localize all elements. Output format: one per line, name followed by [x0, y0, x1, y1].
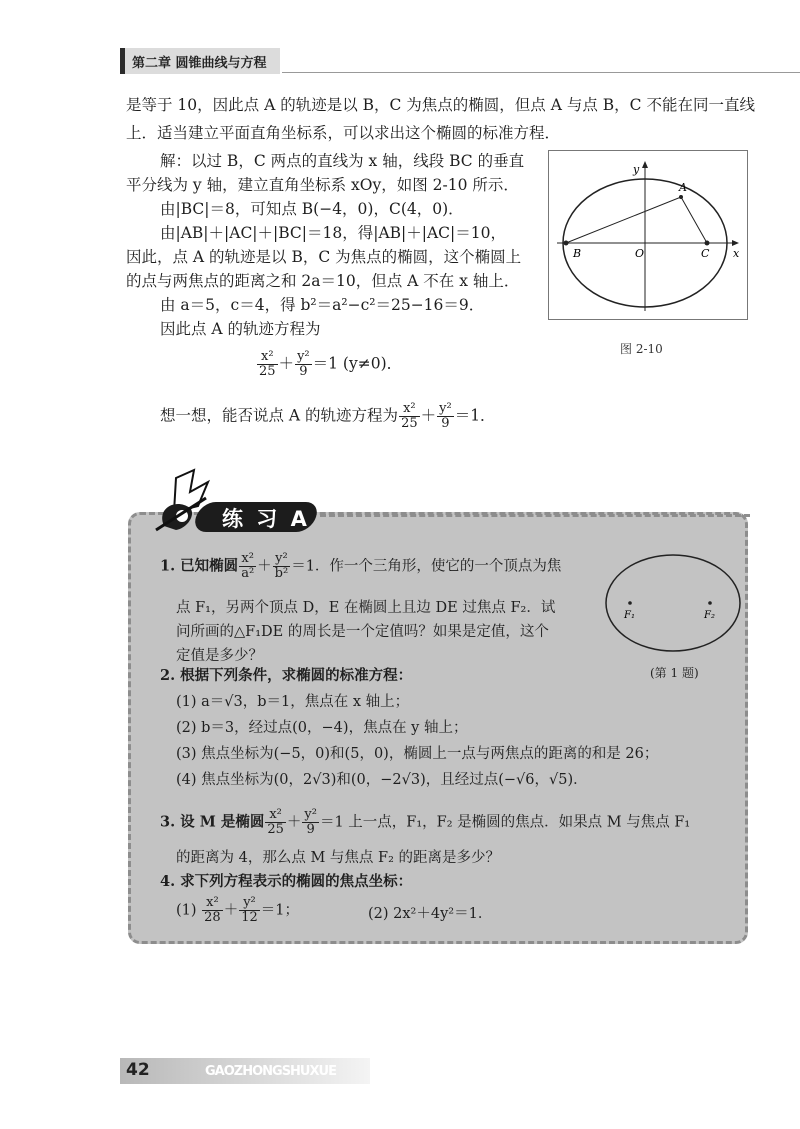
question-2-item: (3) 焦点坐标为(−5，0)和(5，0)，椭圆上一点与两焦点的距离的和是 26； — [176, 746, 659, 762]
question-1-line: 定值是多少？ — [176, 648, 263, 664]
page-number: 42 — [126, 1060, 150, 1080]
exercise-title: 练 习 A — [222, 507, 310, 531]
think-line: 想一想，能否说点 A 的轨迹方程为 $\frac{\text{x²}}{25}$ ＋ $\frac{\text{y²}}{9}$ ＝1． — [160, 401, 496, 431]
label-y: y — [633, 163, 640, 176]
exercise-top-border — [320, 514, 750, 517]
fraction: $\frac{\text{y²}}{9}$ — [297, 349, 310, 379]
fraction: $\frac{\text{y²}}{9}$ — [439, 401, 452, 431]
figure-2-10 — [548, 150, 748, 320]
header-marker — [120, 48, 125, 74]
triangle-sides — [566, 197, 707, 243]
question-3-line: 的距离为 4，那么点 M 与焦点 F₂ 的距离是多少？ — [176, 850, 500, 866]
solution-line: 因此，点 A 的轨迹是以 B，C 为焦点的椭圆，这个椭圆上 — [126, 248, 522, 266]
label-O: O — [635, 247, 645, 260]
question-2-item: (4) 焦点坐标为(0，2√3)和(0，−2√3)，且经过点(−√6，√5)． — [176, 772, 588, 788]
label-C: C — [701, 247, 710, 260]
question-2-item: (1) a＝√3，b＝1，焦点在 x 轴上； — [176, 694, 410, 710]
solution-line: 解：以过 B，C 两点的直线为 x 轴，线段 BC 的垂直 — [160, 152, 525, 170]
point-C — [705, 241, 710, 246]
x-axis-arrow — [732, 240, 739, 246]
chapter-title: 第二章 圆锥曲线与方程 — [132, 56, 267, 71]
ellipse-diagram — [549, 151, 747, 319]
solution-line: 由|AB|＋|AC|＋|BC|＝18，得|AB|＋|AC|＝10， — [160, 224, 506, 242]
label-B: B — [573, 247, 582, 260]
paragraph-line: 上．适当建立平面直角坐标系，可以求出这个椭圆的标准方程． — [126, 124, 561, 142]
paragraph-line: 是等于 10，因此点 A 的轨迹是以 B，C 为焦点的椭圆，但点 A 与点 B，C 不能在同一直线 — [126, 96, 755, 114]
question-4-title: 4. 求下列方程表示的椭圆的焦点坐标： — [160, 873, 413, 890]
fraction: $\frac{\text{x²}}{25}$ — [259, 349, 276, 379]
label-x: x — [733, 247, 740, 260]
question-2-title: 2. 根据下列条件，求椭圆的标准方程： — [160, 667, 413, 684]
question-1-caption: (第 1 题) — [650, 666, 699, 680]
fraction: $\frac{\text{x²}}{28}$ — [204, 895, 221, 925]
question-3-line: 3. 设 M 是椭圆 $\frac{\text{x²}}{25}$ ＋ $\frac{\text{y²}}{9}$ ＝1 上一点，F₁，F₂ 是椭圆的焦点．如果点 M 与焦点 F₁ — [160, 807, 691, 837]
fraction: $\frac{\text{y²}}{9}$ — [304, 807, 317, 837]
fraction: $\frac{\text{y²}}{12}$ — [241, 895, 258, 925]
fraction: $\frac{\text{x²}}{\text{a²}}$ — [241, 551, 255, 581]
label-F1: F₁ — [624, 610, 635, 621]
question-1-line: 问所画的△F₁DE 的周长是一个定值吗？如果是定值，这个 — [176, 624, 549, 640]
fraction: $\frac{\text{x²}}{25}$ — [401, 401, 418, 431]
question-2-item: (2) b＝3，经过点(0，−4)，焦点在 y 轴上； — [176, 720, 468, 736]
solution-line: 因此点 A 的轨迹方程为 — [160, 320, 321, 338]
solution-line: 由|BC|＝8，可知点 B(−4，0)，C(4，0)． — [160, 200, 464, 218]
question-4-item-2: (2) 2x²＋4y²＝1． — [368, 906, 493, 922]
solution-line: 平分线为 y 轴，建立直角坐标系 xOy，如图 2-10 所示． — [126, 176, 519, 194]
y-axis-arrow — [642, 161, 648, 168]
question-4-item-1: (1) $\frac{\text{x²}}{28}$ ＋ $\frac{\text{y²}}{12}$ ＝1； — [176, 895, 299, 925]
question-1-line: 点 F₁，另两个顶点 D，E 在椭圆上且边 DE 过焦点 F₂．试 — [176, 600, 556, 616]
trajectory-equation: $\frac{\text{x²}}{25}$ ＋ $\frac{\text{y²}}{9}$ ＝1 (y≠0)． — [259, 349, 403, 379]
figure-caption: 图 2-10 — [620, 342, 663, 356]
fraction: $\frac{\text{x²}}{25}$ — [267, 807, 284, 837]
question-1-ellipse-figure — [598, 548, 748, 658]
footer-brand: GAOZHONGSHUXUE — [205, 1064, 336, 1079]
solution-line: 的点与两焦点的距离之和 2a＝10，但点 A 不在 x 轴上． — [126, 272, 520, 290]
point-A — [679, 195, 683, 199]
question-1-line: 1. 已知椭圆 $\frac{\text{x²}}{\text{a²}}$ ＋ $\frac{\text{y²}}{\text{b²}}$ ＝1．作一个三角形，使它的一个顶点为焦 — [160, 551, 562, 581]
solution-line: 由 a＝5，c＝4，得 b²＝a²−c²＝25−16＝9． — [160, 296, 485, 314]
header-rule — [282, 72, 800, 73]
label-A: A — [679, 181, 687, 194]
label-F2: F₂ — [704, 610, 715, 621]
point-B — [564, 241, 569, 246]
fraction: $\frac{\text{y²}}{\text{b²}}$ — [274, 551, 289, 581]
